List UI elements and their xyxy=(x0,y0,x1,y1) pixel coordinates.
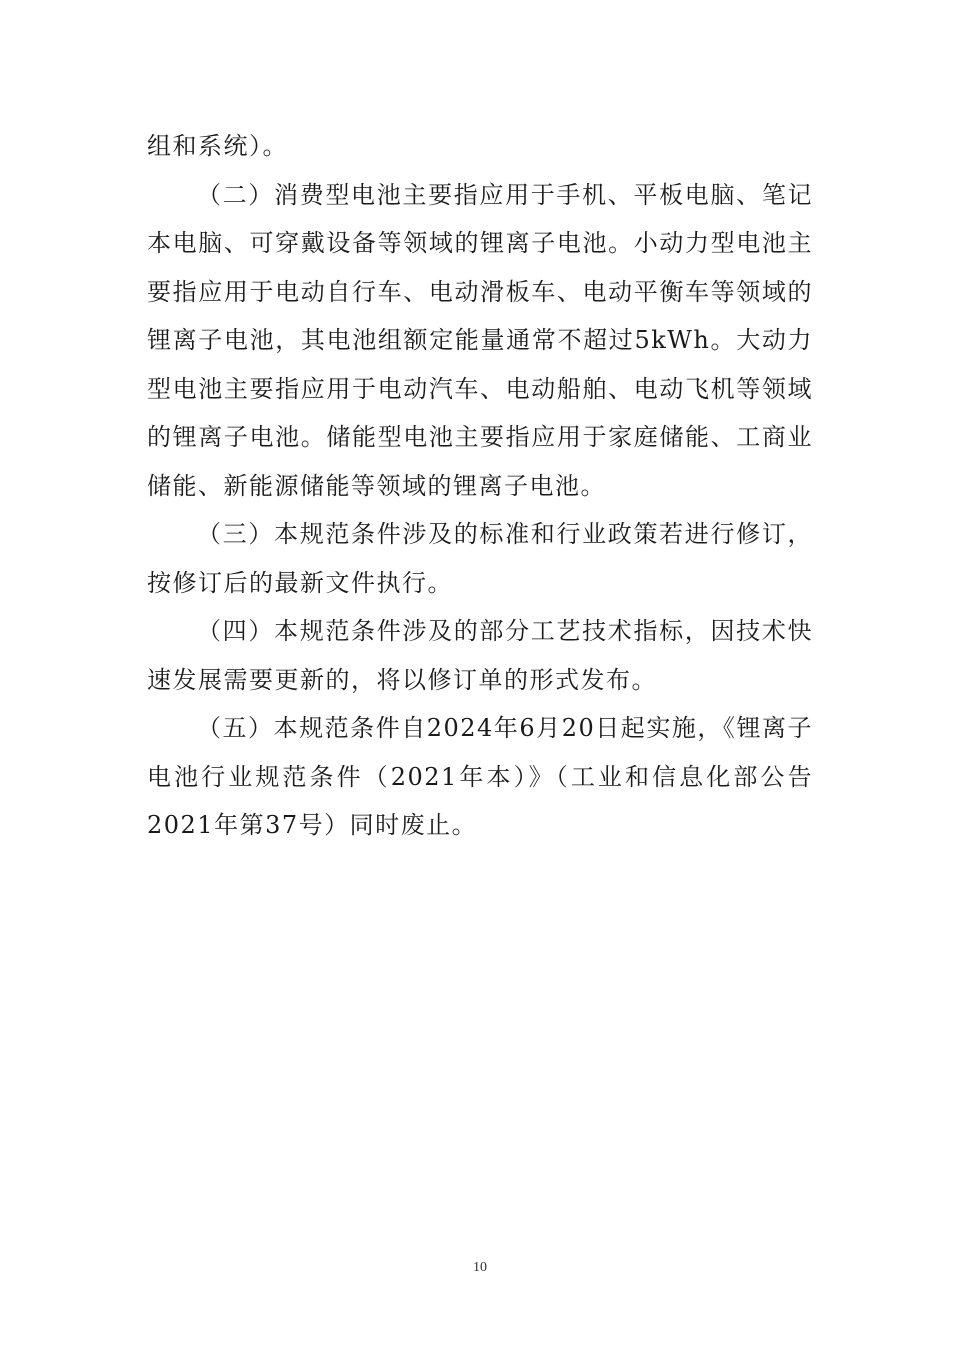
paragraph-item-2: （二）消费型电池主要指应用于手机、平板电脑、笔记本电脑、可穿戴设备等领域的锂离子电池。小动力型电池主要指应用于电动自行车、电动滑板车、电动平衡车等领域的锂离子电池，其电池组额定能量通常不超过5kWh。大动力型电池主要指应用于电动汽车、电动船舶、电动飞机等领域的锂离子电池。储能型电池主要指应用于家庭储能、工商业储能、新能源储能等领域的锂离子电池。 xyxy=(147,180,813,500)
paragraph-item-5: （五）本规范条件自2024年6月20日起实施，《锂离子电池行业规范条件（2021年本）》（工业和信息化部公告2021年第37号）同时废止。 xyxy=(147,714,813,839)
paragraph-item-4: （四）本规范条件涉及的部分工艺技术指标，因技术快速发展需要更新的，将以修订单的形式发布。 xyxy=(147,617,813,694)
body-text xyxy=(147,122,813,850)
paragraph-continuation: 组和系统）。 xyxy=(147,132,288,160)
page-number: 10 xyxy=(473,1260,487,1275)
paragraph-item-3: （三）本规范条件涉及的标准和行业政策若进行修订，按修订后的最新文件执行。 xyxy=(147,520,813,597)
